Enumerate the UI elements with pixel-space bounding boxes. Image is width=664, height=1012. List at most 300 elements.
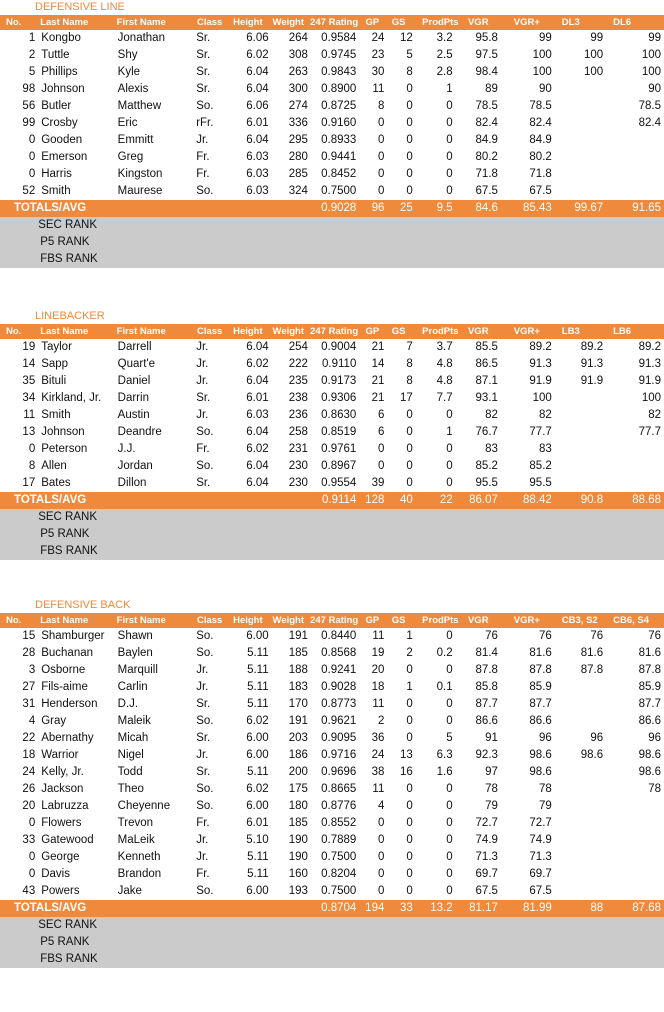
cell-ex2: 91.3 (638, 358, 661, 370)
cell-ex1 (556, 883, 607, 900)
cell-first: Shawn (117, 630, 153, 642)
total-vgrplus: 81.99 (498, 900, 556, 917)
cell-weight: 324 (288, 185, 308, 197)
header-ex1[interactable]: LB3 (556, 324, 607, 339)
header-row (0, 15, 664, 30)
stats-table (0, 15, 664, 268)
total-vgrplus: 85.43 (498, 200, 556, 217)
header-ex2[interactable]: CB6, S4 (607, 613, 664, 628)
cell-class: Sr. (196, 766, 211, 778)
cell-rating: 0.9160 (321, 117, 357, 129)
cell-vgr: 85.2 (475, 460, 498, 472)
cell-vgr: 72.7 (475, 817, 498, 829)
player-row[interactable] (0, 475, 664, 492)
player-row[interactable] (0, 166, 664, 183)
rank-cell (556, 234, 607, 251)
cell-gs: 1 (406, 681, 413, 693)
cell-no: 26 (22, 783, 36, 795)
cell-gs: 0 (406, 851, 413, 863)
total-gs: 33 (384, 900, 412, 917)
cell-weight: 231 (288, 443, 308, 455)
cell-ex1: 99 (590, 32, 604, 44)
cell-height: 6.02 (246, 49, 269, 61)
cell-ex1 (556, 81, 607, 98)
cell-prodpts: 0 (446, 185, 453, 197)
cell-rating: 0.9716 (321, 749, 357, 761)
cell-class: So. (196, 783, 214, 795)
cell-ex1 (556, 458, 607, 475)
cell-class: Fr. (196, 868, 210, 880)
rank-cell (192, 543, 227, 560)
header-last[interactable]: Last Name (38, 613, 114, 628)
rank-cell (384, 251, 412, 268)
cell-gs: 7 (406, 341, 413, 353)
cell-first: Maurese (117, 185, 163, 197)
cell-rating: 0.9306 (321, 392, 357, 404)
player-row[interactable] (0, 183, 664, 200)
cell-weight: 238 (288, 392, 308, 404)
rank-cell (308, 217, 360, 234)
cell-vgr: 78.5 (475, 100, 498, 112)
rank-cell (227, 234, 269, 251)
rank-cell (459, 509, 498, 526)
cell-rating: 0.7500 (321, 851, 357, 863)
cell-vgrplus: 87.8 (529, 664, 552, 676)
cell-ex2 (607, 441, 664, 458)
rank-cell (227, 543, 269, 560)
player-row[interactable] (0, 441, 664, 458)
cell-vgrplus: 87.7 (529, 698, 552, 710)
header-weight[interactable]: Weight (269, 15, 308, 30)
cell-prodpts: 0 (446, 630, 453, 642)
cell-no: 14 (22, 358, 36, 370)
cell-vgr: 67.5 (475, 185, 498, 197)
header-vgr[interactable]: VGR (459, 15, 498, 30)
header-rating[interactable]: 247 Rating (308, 324, 360, 339)
header-first[interactable]: First Name (115, 324, 193, 339)
rank-cell (192, 251, 227, 268)
cell-ex1 (556, 424, 607, 441)
cell-last: Johnson (41, 83, 85, 95)
cell-prodpts: 3.7 (436, 341, 453, 353)
cell-vgrplus: 71.3 (529, 851, 552, 863)
total-prodpts: 9.5 (413, 200, 459, 217)
cell-vgr: 80.2 (475, 151, 498, 163)
cell-rating: 0.8773 (321, 698, 357, 710)
rank-cell (227, 951, 269, 968)
cell-vgr: 69.7 (475, 868, 498, 880)
cell-no: 13 (22, 426, 36, 438)
cell-vgr: 93.1 (475, 392, 498, 404)
rank-cell (192, 217, 227, 234)
cell-first: Kyle (117, 66, 141, 78)
rank-cell (498, 251, 556, 268)
cell-no: 98 (22, 83, 36, 95)
cell-gs: 5 (406, 49, 413, 61)
rank-cell (308, 234, 360, 251)
player-row[interactable] (0, 713, 664, 730)
rank-cell (192, 917, 227, 934)
cell-no: 28 (22, 647, 36, 659)
header-vgr[interactable]: VGR (459, 613, 498, 628)
player-row[interactable] (0, 747, 664, 764)
cell-gs: 8 (406, 358, 413, 370)
cell-ex2: 91.9 (638, 375, 661, 387)
cell-ex1 (556, 866, 607, 883)
cell-height: 5.11 (247, 698, 269, 710)
cell-ex1: 89.2 (580, 341, 604, 353)
cell-gp: 2 (377, 715, 385, 727)
cell-last: George (41, 851, 80, 863)
cell-first: MaLeik (117, 834, 155, 846)
header-first[interactable]: First Name (115, 613, 193, 628)
cell-prodpts: 0 (446, 800, 453, 812)
cell-weight: 308 (288, 49, 308, 61)
player-row[interactable] (0, 47, 664, 64)
cell-vgrplus: 71.8 (529, 168, 552, 180)
cell-vgrplus: 90 (539, 83, 552, 95)
cell-gs: 0 (406, 134, 413, 146)
header-weight[interactable]: Weight (269, 613, 308, 628)
rank-cell (459, 234, 498, 251)
player-row[interactable] (0, 115, 664, 132)
cell-no: 0 (28, 134, 36, 146)
cell-height: 6.01 (246, 817, 269, 829)
cell-vgrplus: 85.9 (529, 681, 552, 693)
cell-vgr: 97.5 (475, 49, 498, 61)
header-gs[interactable]: GS (384, 324, 412, 339)
header-height[interactable]: Height (227, 324, 269, 339)
cell-first: Deandre (117, 426, 162, 438)
header-no[interactable]: No. (0, 15, 38, 30)
rank-cell (360, 934, 384, 951)
cell-vgr: 82.4 (475, 117, 498, 129)
cell-rating: 0.9584 (321, 32, 357, 44)
cell-ex2 (607, 866, 664, 883)
cell-class: Jr. (196, 664, 209, 676)
cell-class: So. (196, 800, 214, 812)
rank-cell (360, 234, 384, 251)
cell-first: Marquill (117, 664, 158, 676)
cell-last: Smith (41, 185, 71, 197)
rank-cell (459, 951, 498, 968)
cell-weight: 280 (288, 151, 308, 163)
player-row[interactable] (0, 645, 664, 662)
header-class[interactable]: Class (192, 15, 227, 30)
cell-class: So. (196, 185, 214, 197)
header-last[interactable]: Last Name (38, 324, 114, 339)
header-ex1[interactable]: CB3, S2 (556, 613, 607, 628)
cell-last: Gooden (41, 134, 83, 146)
rank-cell (607, 509, 664, 526)
header-gs[interactable]: GS (384, 613, 412, 628)
cell-no: 52 (22, 185, 36, 197)
cell-first: Darrin (117, 392, 149, 404)
header-gs[interactable]: GS (384, 15, 412, 30)
cell-vgr: 84.9 (475, 134, 498, 146)
header-ex1[interactable]: DL3 (556, 15, 607, 30)
header-vgrplus[interactable]: VGR+ (498, 324, 556, 339)
rank-cell (607, 543, 664, 560)
cell-last: Gray (41, 715, 67, 727)
header-prodpts[interactable]: ProdPts (413, 613, 459, 628)
cell-prodpts: 0 (446, 834, 453, 846)
cell-ex1 (556, 849, 607, 866)
header-row (0, 324, 664, 339)
header-rating[interactable]: 247 Rating (308, 15, 360, 30)
cell-weight: 264 (288, 32, 308, 44)
player-row[interactable] (0, 458, 664, 475)
player-row[interactable] (0, 696, 664, 713)
cell-gp: 6 (377, 426, 385, 438)
player-row[interactable] (0, 81, 664, 98)
cell-no: 0 (28, 443, 36, 455)
rank-cell (360, 951, 384, 968)
cell-prodpts: 0 (446, 715, 453, 727)
cell-gp: 36 (371, 732, 385, 744)
player-row[interactable] (0, 98, 664, 115)
rank-cell (607, 934, 664, 951)
cell-no: 24 (22, 766, 36, 778)
cell-vgrplus: 85.2 (529, 460, 552, 472)
rank-cell (227, 526, 269, 543)
cell-ex2: 100 (641, 66, 661, 78)
player-row[interactable] (0, 679, 664, 696)
cell-first: Eric (117, 117, 138, 129)
total-prodpts: 13.2 (413, 900, 459, 917)
player-row[interactable] (0, 390, 664, 407)
cell-height: 6.00 (246, 630, 269, 642)
cell-gp: 0 (377, 134, 385, 146)
cell-weight: 185 (288, 647, 308, 659)
cell-last: Fils-aime (41, 681, 88, 693)
cell-vgrplus: 83 (539, 443, 552, 455)
cell-prodpts: 0 (446, 460, 453, 472)
cell-height: 6.02 (246, 715, 269, 727)
cell-prodpts: 0 (446, 134, 453, 146)
header-gp[interactable]: GP (360, 15, 384, 30)
cell-height: 6.04 (246, 134, 269, 146)
header-last[interactable]: Last Name (38, 15, 114, 30)
header-ex2[interactable]: DL6 (607, 15, 664, 30)
cell-gp: 20 (371, 664, 385, 676)
rank-label: SEC RANK (38, 217, 192, 234)
rank-row (0, 509, 664, 526)
rank-cell (413, 543, 459, 560)
cell-prodpts: 0 (446, 885, 453, 897)
cell-no: 17 (22, 477, 36, 489)
rank-spacer (0, 526, 38, 543)
player-row[interactable] (0, 30, 664, 47)
cell-height: 6.04 (246, 460, 269, 472)
cell-ex2 (607, 458, 664, 475)
cell-gs: 0 (406, 168, 413, 180)
cell-ex1: 96 (590, 732, 604, 744)
cell-prodpts: 0.2 (436, 647, 453, 659)
cell-prodpts: 4.8 (436, 375, 453, 387)
cell-last: Henderson (41, 698, 98, 710)
header-no[interactable]: No. (0, 324, 38, 339)
cell-no: 19 (22, 341, 36, 353)
cell-height: 6.02 (246, 443, 269, 455)
cell-vgrplus: 91.3 (529, 358, 552, 370)
header-height[interactable]: Height (227, 613, 269, 628)
cell-first: Dillon (117, 477, 147, 489)
cell-no: 20 (22, 800, 36, 812)
player-row[interactable] (0, 628, 664, 645)
player-row[interactable] (0, 730, 664, 747)
cell-ex1: 81.6 (580, 647, 604, 659)
rank-cell (413, 509, 459, 526)
cell-ex1 (556, 679, 607, 696)
cell-prodpts: 0 (446, 664, 453, 676)
cell-rating: 0.8776 (321, 800, 357, 812)
cell-rating: 0.7500 (321, 885, 357, 897)
header-no[interactable]: No. (0, 613, 38, 628)
player-row[interactable] (0, 356, 664, 373)
cell-weight: 185 (288, 817, 308, 829)
header-weight[interactable]: Weight (269, 324, 308, 339)
cell-vgrplus: 98.6 (529, 766, 552, 778)
cell-weight: 235 (288, 375, 308, 387)
cell-rating: 0.9028 (321, 681, 357, 693)
cell-ex2: 98.6 (638, 766, 661, 778)
cell-class: So. (196, 630, 214, 642)
player-row[interactable] (0, 815, 664, 832)
cell-height: 6.03 (246, 151, 269, 163)
header-height[interactable]: Height (227, 15, 269, 30)
player-row[interactable] (0, 832, 664, 849)
rank-cell (607, 526, 664, 543)
cell-first: Theo (117, 783, 144, 795)
rank-cell (413, 251, 459, 268)
header-vgrplus[interactable]: VGR+ (498, 15, 556, 30)
section-title: LINEBACKER (35, 310, 105, 322)
cell-height: 6.00 (246, 732, 269, 744)
cell-rating: 0.8440 (321, 630, 357, 642)
header-gp[interactable]: GP (360, 324, 384, 339)
cell-first: Brandon (117, 868, 162, 880)
rank-cell (308, 543, 360, 560)
header-vgr[interactable]: VGR (459, 324, 498, 339)
cell-vgrplus: 100 (532, 49, 552, 61)
total-rating: 0.8704 (308, 900, 360, 917)
player-row[interactable] (0, 132, 664, 149)
cell-vgrplus: 100 (532, 66, 552, 78)
rank-cell (459, 917, 498, 934)
cell-prodpts: 2.5 (436, 49, 453, 61)
header-prodpts[interactable]: ProdPts (413, 15, 459, 30)
cell-first: Austin (117, 409, 150, 421)
player-row[interactable] (0, 64, 664, 81)
rank-cell (192, 509, 227, 526)
cell-gs: 16 (399, 766, 413, 778)
cell-rating: 0.9173 (321, 375, 357, 387)
cell-ex1 (556, 166, 607, 183)
cell-rating: 0.8725 (321, 100, 357, 112)
cell-height: 6.00 (246, 749, 269, 761)
cell-vgrplus: 81.6 (529, 647, 552, 659)
rank-cell (360, 509, 384, 526)
cell-class: rFr. (196, 117, 214, 129)
header-prodpts[interactable]: ProdPts (413, 324, 459, 339)
rank-cell (384, 951, 412, 968)
cell-height: 6.00 (246, 885, 269, 897)
player-row[interactable] (0, 662, 664, 679)
cell-no: 3 (28, 664, 36, 676)
rank-cell (607, 917, 664, 934)
cell-ex1 (556, 475, 607, 492)
player-row[interactable] (0, 849, 664, 866)
rank-cell (269, 509, 308, 526)
cell-first: Cheyenne (117, 800, 171, 812)
cell-weight: 180 (288, 800, 308, 812)
cell-prodpts: 5 (446, 732, 453, 744)
cell-ex1 (556, 713, 607, 730)
cell-ex2 (607, 883, 664, 900)
cell-last: Powers (41, 885, 80, 897)
player-row[interactable] (0, 781, 664, 798)
rank-label: SEC RANK (38, 509, 192, 526)
cell-ex2: 87.7 (638, 698, 661, 710)
cell-weight: 186 (288, 749, 308, 761)
rank-row (0, 251, 664, 268)
cell-ex2: 87.8 (638, 664, 661, 676)
cell-ex2: 100 (641, 392, 661, 404)
header-class[interactable]: Class (192, 324, 227, 339)
header-ex2[interactable]: LB6 (607, 324, 664, 339)
header-rating[interactable]: 247 Rating (308, 613, 360, 628)
player-row[interactable] (0, 866, 664, 883)
section-title: DEFENSIVE BACK (35, 599, 131, 611)
cell-rating: 0.7500 (321, 185, 357, 197)
cell-first: Kenneth (117, 851, 161, 863)
player-row[interactable] (0, 883, 664, 900)
cell-weight: 222 (288, 358, 308, 370)
rank-cell (269, 934, 308, 951)
player-row[interactable] (0, 798, 664, 815)
cell-weight: 191 (288, 630, 308, 642)
rank-cell (269, 526, 308, 543)
header-class[interactable]: Class (192, 613, 227, 628)
header-vgrplus[interactable]: VGR+ (498, 613, 556, 628)
player-row[interactable] (0, 149, 664, 166)
cell-height: 6.00 (246, 800, 269, 812)
player-row[interactable] (0, 373, 664, 390)
totals-label: TOTALS/AVG (0, 200, 308, 217)
cell-ex2 (607, 849, 664, 866)
rank-cell (607, 951, 664, 968)
player-row[interactable] (0, 424, 664, 441)
cell-class: Jr. (196, 749, 209, 761)
cell-prodpts: 0 (446, 443, 453, 455)
player-row[interactable] (0, 407, 664, 424)
player-row[interactable] (0, 764, 664, 781)
cell-vgr: 78 (485, 783, 498, 795)
rank-cell (360, 917, 384, 934)
cell-class: So. (196, 460, 214, 472)
player-row[interactable] (0, 339, 664, 356)
cell-gs: 0 (406, 715, 413, 727)
cell-gs: 0 (406, 117, 413, 129)
cell-gp: 0 (377, 817, 385, 829)
cell-rating: 0.9095 (321, 732, 357, 744)
header-first[interactable]: First Name (115, 15, 193, 30)
header-gp[interactable]: GP (360, 613, 384, 628)
cell-first: Greg (117, 151, 144, 163)
rank-cell (498, 217, 556, 234)
cell-rating: 0.8900 (321, 83, 357, 95)
